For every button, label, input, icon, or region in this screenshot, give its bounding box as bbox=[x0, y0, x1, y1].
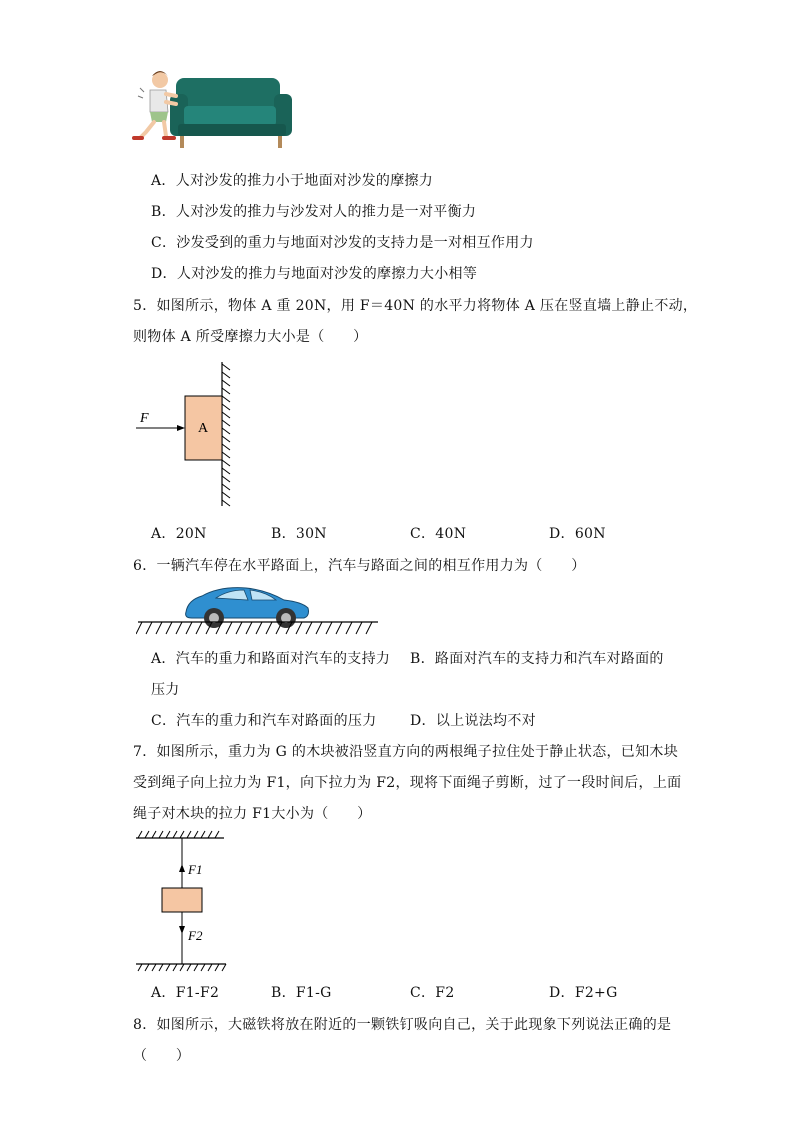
q6-option-c: C．汽车的重力和汽车对路面的压力 bbox=[151, 713, 377, 729]
q7-stem-line3: 绳子对木块的拉力 F1大小为（ ） bbox=[133, 806, 372, 822]
q6-stem: 6．一辆汽车停在水平路面上，汽车与路面之间的相互作用力为（ ） bbox=[133, 558, 586, 574]
q7-option-d: D．F2+G bbox=[549, 985, 618, 1001]
q5-option-c: C．40N bbox=[410, 526, 467, 542]
q4-option-c: C．沙发受到的重力与地面对沙发的支持力是一对相互作用力 bbox=[151, 235, 534, 251]
q6-option-d: D．以上说法均不对 bbox=[410, 713, 536, 729]
block-between-ropes-figure bbox=[134, 828, 234, 973]
force-label-f2: F2 bbox=[188, 928, 203, 943]
car-on-road-figure bbox=[136, 582, 380, 638]
q4-option-a: A．人对沙发的推力小于地面对沙发的摩擦力 bbox=[151, 173, 434, 189]
q5-stem-line1: 5．如图所示，物体 A 重 20N，用 F＝40N 的水平力将物体 A 压在竖直墙上静止不动， bbox=[133, 298, 698, 314]
force-label-f1: F1 bbox=[188, 862, 203, 877]
q8-stem-line2: （ ） bbox=[133, 1048, 191, 1064]
q7-stem-line2: 受到绳子向上拉力为 F1，向下拉力为 F2，现将下面绳子剪断，过了一段时间后，上面 bbox=[133, 775, 682, 791]
q4-option-d: D．人对沙发的推力与地面对沙发的摩擦力大小相等 bbox=[151, 266, 478, 282]
q5-option-a: A．20N bbox=[151, 526, 207, 542]
force-label-f: F bbox=[140, 411, 149, 426]
q7-option-a: A．F1-F2 bbox=[151, 985, 220, 1001]
q6-option-a: A．汽车的重力和路面对汽车的支持力 bbox=[151, 651, 391, 667]
q5-stem-line2: 则物体 A 所受摩擦力大小是（ ） bbox=[133, 329, 368, 345]
q4-option-b: B．人对沙发的推力与沙发对人的推力是一对平衡力 bbox=[151, 204, 477, 220]
block-label-a: A bbox=[197, 421, 209, 436]
q6-option-b-line1: B．路面对汽车的支持力和汽车对路面的 bbox=[410, 651, 664, 667]
block-against-wall-figure bbox=[130, 360, 240, 510]
q7-option-b: B．F1-G bbox=[271, 985, 332, 1001]
q6-option-b-line2: 压力 bbox=[151, 682, 180, 698]
q8-stem-line1: 8．如图所示，大磁铁将放在附近的一颗铁钉吸向自己，关于此现象下列说法正确的是 bbox=[133, 1017, 672, 1033]
q7-option-c: C．F2 bbox=[410, 985, 455, 1001]
q5-option-b: B．30N bbox=[271, 526, 327, 542]
person-pushing-sofa-illustration bbox=[132, 68, 298, 152]
q7-stem-line1: 7．如图所示，重力为 G 的木块被沿竖直方向的两根绳子拉住处于静止状态，已知木块 bbox=[133, 744, 678, 760]
q5-option-d: D．60N bbox=[549, 526, 606, 542]
